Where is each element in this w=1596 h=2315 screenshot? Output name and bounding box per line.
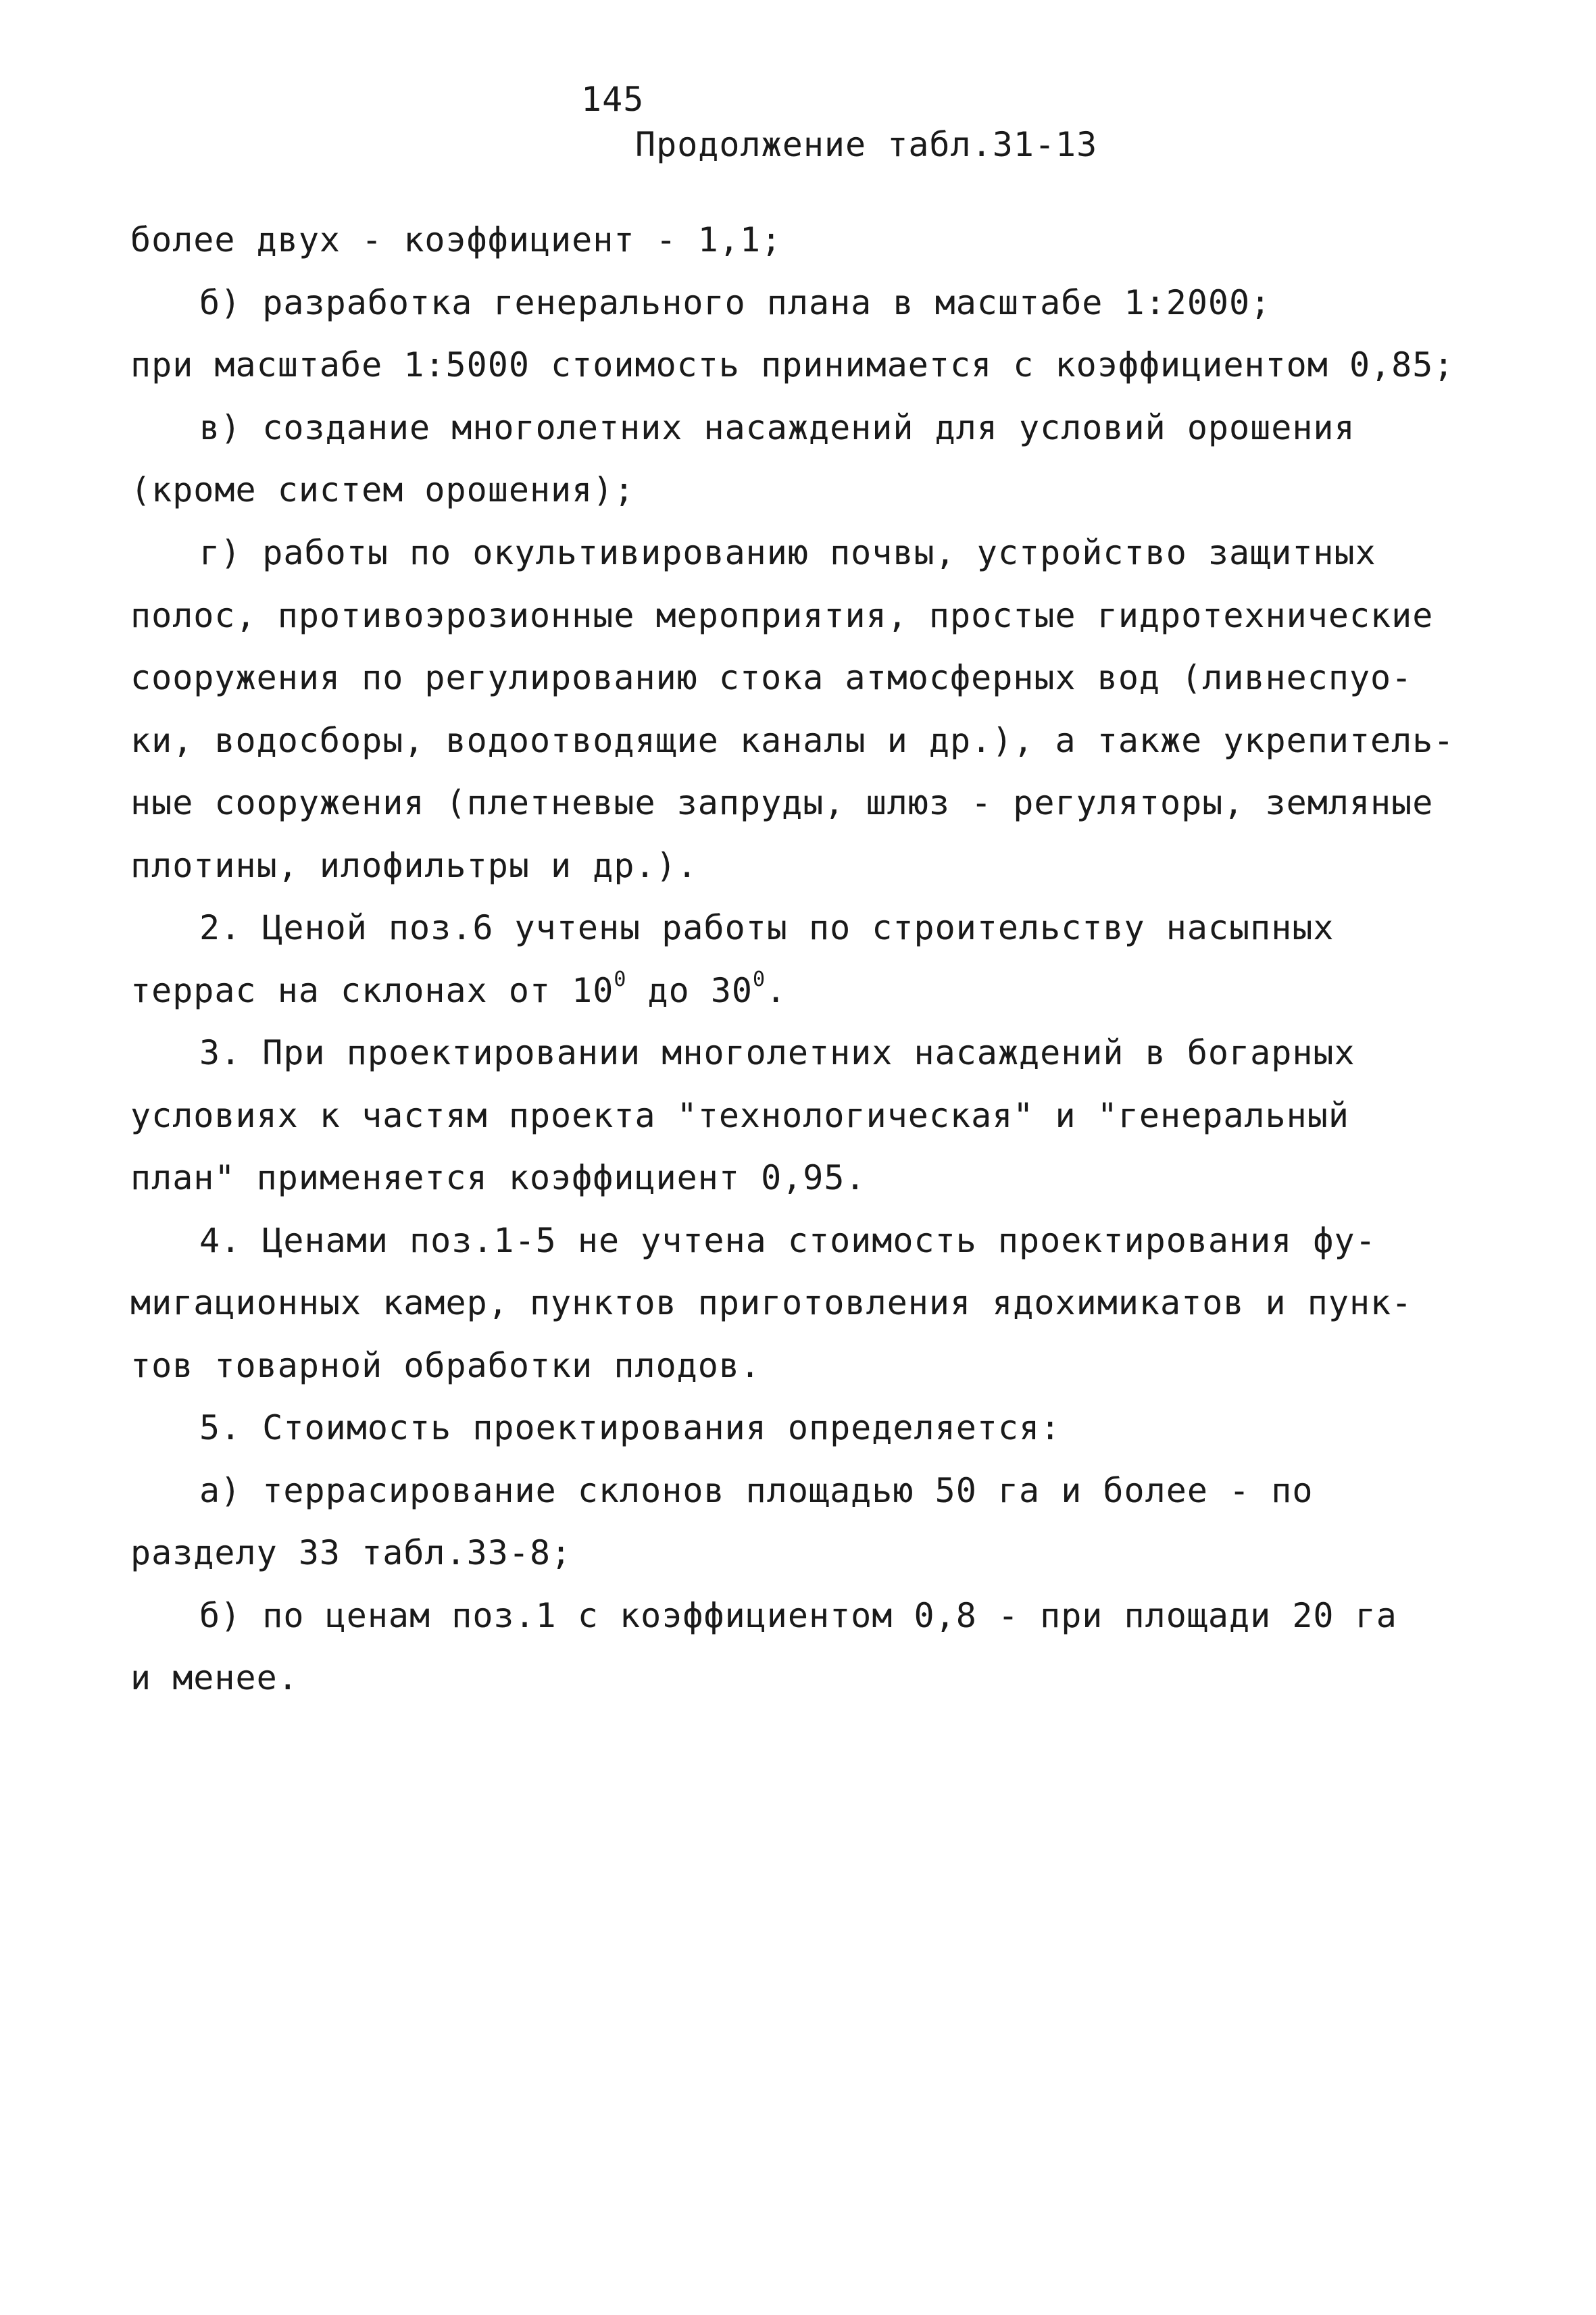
text-line: ки, водосборы, водоотводящие каналы и др.), а также укрепитель- — [130, 721, 1455, 760]
text-line: в) создание многолетних насаждений для условий орошения — [199, 408, 1355, 447]
text-line: разделу 33 табл.33-8; — [130, 1533, 572, 1572]
text-line: условиях к частям проекта "технологическая" и "генеральный — [130, 1096, 1349, 1135]
text-line: 5. Стоимость проектирования определяется: — [199, 1408, 1062, 1447]
text-line: б) разработка генерального плана в масштабе 1:2000; — [199, 283, 1272, 322]
text-line: сооружения по регулированию стока атмосферных вод (ливнеспуо- — [130, 658, 1413, 697]
text-line: более двух - коэффициент - 1,1; — [130, 220, 782, 259]
text-line: и менее. — [130, 1658, 299, 1697]
degree-superscript: 0 — [753, 968, 766, 991]
text-line: 4. Ценами поз.1-5 не учтена стоимость проектирования фу- — [199, 1221, 1376, 1260]
text-line — [130, 968, 787, 1010]
page-number: 145 — [581, 80, 645, 119]
text-line: полос, противоэрозионные мероприятия, простые гидротехнические — [130, 596, 1434, 635]
text-line: (кроме систем орошения); — [130, 470, 635, 509]
text-fragment: . — [766, 971, 787, 1010]
table-continuation-heading: Продолжение табл.31-13 — [635, 125, 1098, 164]
text-line: мигационных камер, пунктов приготовления ядохимикатов и пунк- — [130, 1283, 1413, 1322]
text-line: ные сооружения (плетневые запруды, шлюз - регуляторы, земляные — [130, 783, 1434, 822]
text-fragment: террас на склонах от 10 — [130, 971, 614, 1010]
text-line: 3. При проектировании многолетних насаждений в богарных — [199, 1033, 1355, 1072]
degree-superscript: 0 — [614, 968, 627, 991]
text-line: г) работы по окультивированию почвы, устройство защитных — [199, 533, 1376, 572]
text-line: тов товарной обработки плодов. — [130, 1346, 762, 1385]
text-line: 2. Ценой поз.6 учтены работы по строительству насыпных — [199, 908, 1335, 947]
text-line: б) по ценам поз.1 с коэффициентом 0,8 - при площади 20 га — [199, 1596, 1397, 1635]
text-line: а) террасирование склонов площадью 50 га и более - по — [199, 1471, 1314, 1510]
text-fragment: до 30 — [626, 971, 753, 1010]
text-line: при масштабе 1:5000 стоимость принимается с коэффициентом 0,85; — [130, 345, 1455, 384]
text-line: плотины, илофильтры и др.). — [130, 846, 698, 885]
text-line: план" применяется коэффициент 0,95. — [130, 1158, 866, 1197]
